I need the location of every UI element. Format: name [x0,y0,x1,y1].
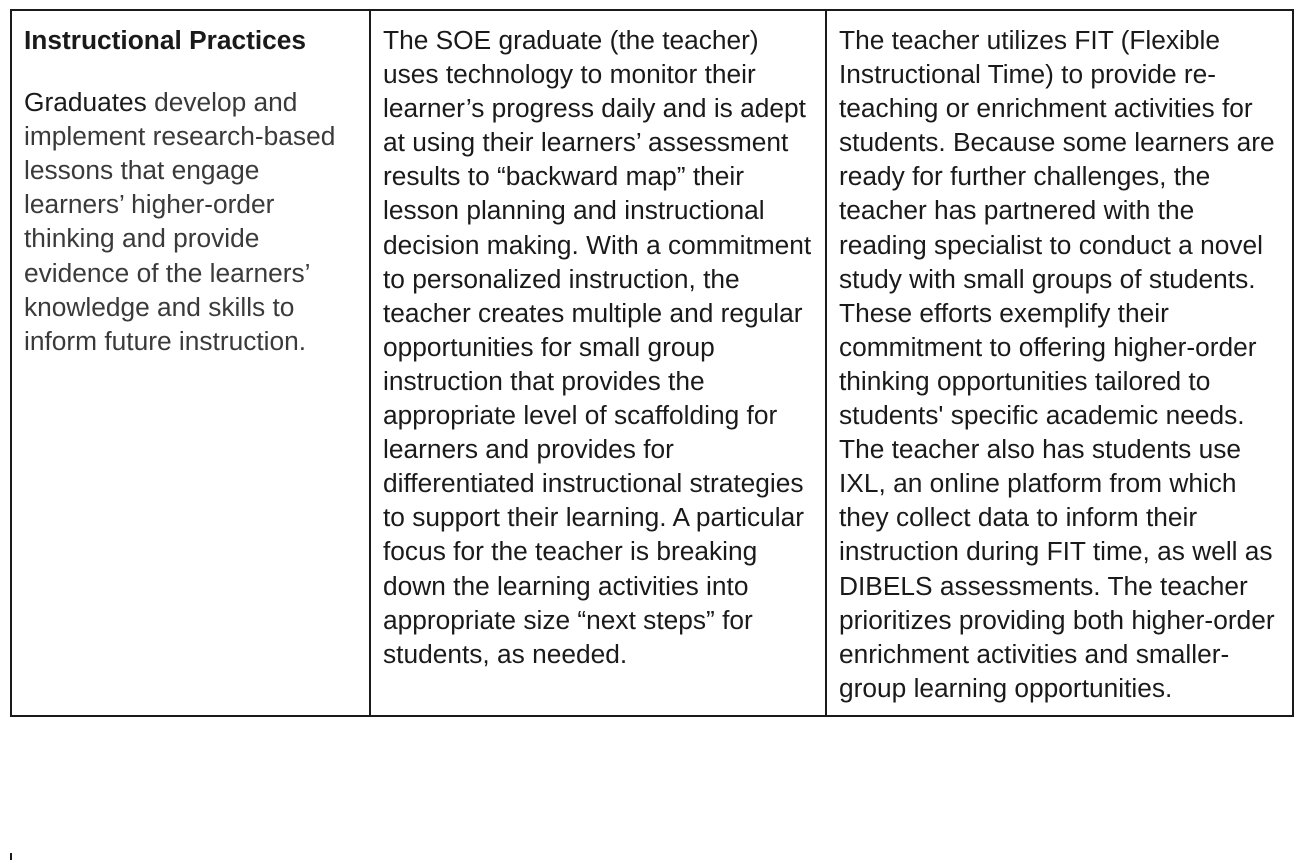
category-title: Instructional Practices [24,25,307,55]
teacher-evidence-paragraph-2: The teacher also has students use IXL, an online platform from which they collect data to inform their instruction during FIT time, as well as DIBELS assessments. The teacher prioritizes providing both higher-order enrichment activities and smaller-group learning opportunities. [839,434,1275,703]
category-description-rest: develop and implement research-based lessons that engage learners’ higher-order thinking and provide evidence of the learners’ knowledge and skills to inform future instruction. [24,87,336,356]
category-description [24,85,357,358]
next-row-border [10,853,12,860]
table-row [11,10,1293,716]
rubric-table [10,9,1294,717]
teacher-evidence-cell [826,10,1293,716]
category-cell [11,10,370,716]
category-description-lead: Graduates [24,87,147,118]
teacher-evidence-paragraph-1: The teacher utilizes FIT (Flexible Instructional Time) to provide re-teaching or enrichment activities for students. Because some learners are ready for further challenges, the teacher has partnered with the reading specialist to conduct a novel study with small groups of students. These efforts exemplify their commitment to offering higher-order thinking opportunities tailored to students' specific academic needs. [839,25,1275,431]
graduate-evidence-cell [370,10,826,716]
graduate-evidence-text: The SOE graduate (the teacher) uses technology to monitor their learner’s progress daily and is adept at using their learners’ assessment results to “backward map” their lesson planning and instructional decision making. With a commitment to personalized instruction, the teacher creates multiple and regular opportunities for small group instruction that provides the appropriate level of scaffolding for learners and provides for differentiated instructional strategies to support their learning. A particular focus for the teacher is breaking down the learning activities into appropriate size “next steps” for students, as needed. [383,25,812,669]
